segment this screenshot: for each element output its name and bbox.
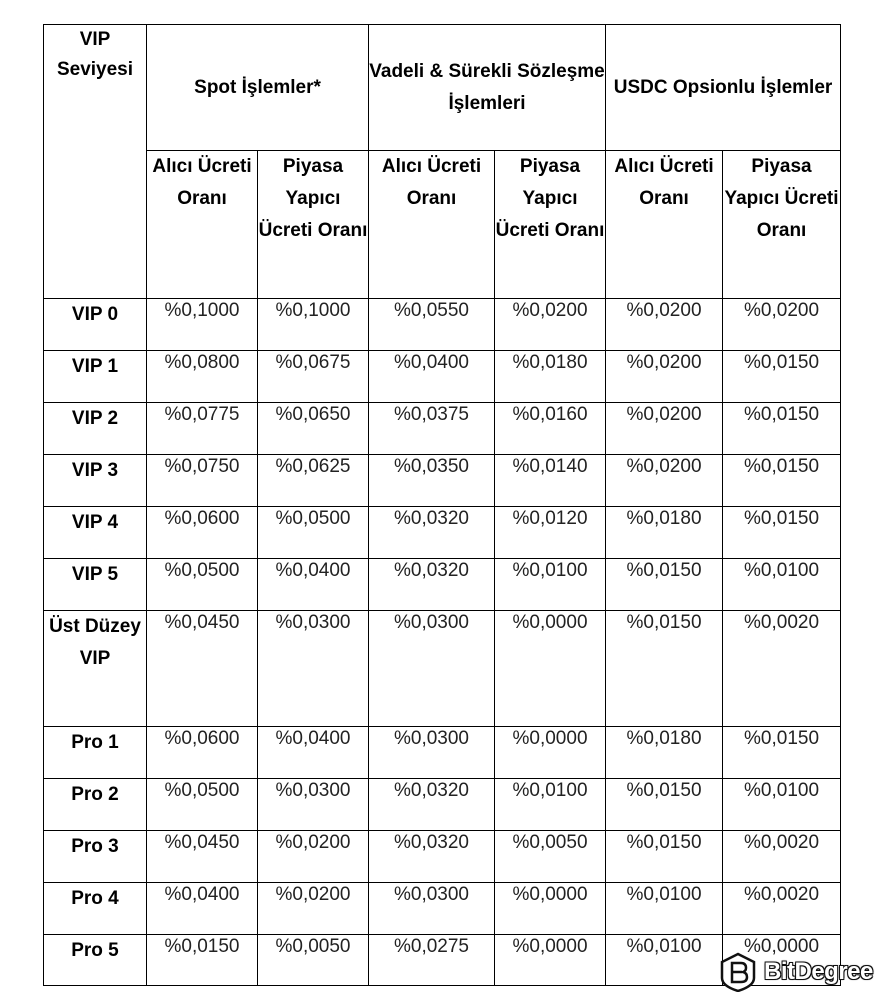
options-taker-header: Alıcı Ücreti Oranı	[606, 151, 723, 299]
fee-cell: %0,0020	[723, 611, 841, 727]
fee-table	[43, 24, 841, 986]
fee-cell: %0,1000	[258, 299, 369, 351]
table-row	[44, 559, 841, 611]
row-level: Pro 4	[44, 883, 147, 935]
table-row	[44, 507, 841, 559]
fee-cell: %0,0050	[258, 935, 369, 986]
group-header-row	[44, 25, 841, 151]
bitdegree-watermark	[718, 950, 878, 996]
fee-cell: %0,0320	[369, 507, 495, 559]
fee-cell: %0,0300	[369, 883, 495, 935]
options-maker-header: Piyasa Yapıcı Ücreti Oranı	[723, 151, 841, 299]
row-level: VIP 2	[44, 403, 147, 455]
fee-cell: %0,0650	[258, 403, 369, 455]
fee-cell: %0,0300	[258, 611, 369, 727]
fee-cell: %0,0300	[369, 727, 495, 779]
table-row	[44, 611, 841, 727]
table-row	[44, 455, 841, 507]
fee-cell: %0,0150	[606, 831, 723, 883]
fee-cell: %0,0320	[369, 831, 495, 883]
fee-cell: %0,0500	[147, 779, 258, 831]
fee-cell: %0,0000	[495, 611, 606, 727]
fee-cell: %0,0180	[495, 351, 606, 403]
fee-cell: %0,0450	[147, 611, 258, 727]
fee-cell: %0,0150	[606, 611, 723, 727]
futures-taker-header: Alıcı Ücreti Oranı	[369, 151, 495, 299]
fee-cell: %0,0180	[606, 727, 723, 779]
fee-cell: %0,0750	[147, 455, 258, 507]
fee-cell: %0,0550	[369, 299, 495, 351]
fee-cell: %0,0050	[495, 831, 606, 883]
fee-cell: %0,0300	[258, 779, 369, 831]
row-level: Pro 3	[44, 831, 147, 883]
row-level: Pro 5	[44, 935, 147, 986]
row-level: VIP 3	[44, 455, 147, 507]
fee-cell: %0,0275	[369, 935, 495, 986]
fee-cell: %0,0200	[258, 831, 369, 883]
fee-cell: %0,0600	[147, 727, 258, 779]
fee-cell: %0,0100	[495, 779, 606, 831]
fee-cell: %0,0120	[495, 507, 606, 559]
fee-cell: %0,0200	[495, 299, 606, 351]
fee-cell: %0,0150	[606, 559, 723, 611]
bitdegree-logo-icon	[718, 952, 758, 992]
fee-cell: %0,0400	[258, 559, 369, 611]
fee-cell: %0,0300	[369, 611, 495, 727]
fee-cell: %0,0000	[495, 883, 606, 935]
fee-cell: %0,0150	[723, 351, 841, 403]
row-level: VIP 5	[44, 559, 147, 611]
row-level: Pro 2	[44, 779, 147, 831]
fee-cell: %0,0320	[369, 559, 495, 611]
futures-maker-header: Piyasa Yapıcı Ücreti Oranı	[495, 151, 606, 299]
fee-cell: %0,0000	[495, 727, 606, 779]
fee-cell: %0,0000	[723, 935, 841, 986]
vip-level-header: VIP Seviyesi	[44, 25, 147, 299]
fee-cell: %0,0100	[606, 883, 723, 935]
fee-cell: %0,0400	[258, 727, 369, 779]
fee-cell: %0,0400	[147, 883, 258, 935]
fee-cell: %0,0200	[606, 455, 723, 507]
fee-cell: %0,0000	[495, 935, 606, 986]
spot-taker-header: Alıcı Ücreti Oranı	[147, 151, 258, 299]
fee-cell: %0,0150	[147, 935, 258, 986]
spot-maker-header: Piyasa Yapıcı Ücreti Oranı	[258, 151, 369, 299]
fee-cell: %0,1000	[147, 299, 258, 351]
table-row	[44, 883, 841, 935]
watermark-text: BitDegree	[764, 958, 873, 985]
table-row	[44, 727, 841, 779]
table-row	[44, 831, 841, 883]
table-row	[44, 779, 841, 831]
fee-cell: %0,0180	[606, 507, 723, 559]
fee-cell: %0,0100	[606, 935, 723, 986]
fee-cell: %0,0200	[723, 299, 841, 351]
fee-cell: %0,0140	[495, 455, 606, 507]
fee-cell: %0,0320	[369, 779, 495, 831]
usdc-options-header: USDC Opsionlu İşlemler	[606, 25, 841, 151]
table-row	[44, 351, 841, 403]
fee-cell: %0,0600	[147, 507, 258, 559]
fee-cell: %0,0020	[723, 883, 841, 935]
fee-cell: %0,0100	[723, 559, 841, 611]
fee-cell: %0,0150	[723, 455, 841, 507]
fee-cell: %0,0200	[606, 299, 723, 351]
fee-cell: %0,0200	[258, 883, 369, 935]
fee-cell: %0,0375	[369, 403, 495, 455]
fee-cell: %0,0150	[606, 779, 723, 831]
fee-cell: %0,0020	[723, 831, 841, 883]
row-level: VIP 1	[44, 351, 147, 403]
fee-cell: %0,0500	[258, 507, 369, 559]
subheader-row	[44, 151, 841, 299]
table-row	[44, 299, 841, 351]
row-level: Pro 1	[44, 727, 147, 779]
fee-cell: %0,0100	[495, 559, 606, 611]
fee-cell: %0,0150	[723, 727, 841, 779]
fee-cell: %0,0150	[723, 507, 841, 559]
spot-trading-header: Spot İşlemler*	[147, 25, 369, 151]
row-level: Üst Düzey VIP	[44, 611, 147, 727]
futures-perpetual-header: Vadeli & Sürekli Sözleşme İşlemleri	[369, 25, 606, 151]
fee-cell: %0,0500	[147, 559, 258, 611]
fee-cell: %0,0200	[606, 351, 723, 403]
fee-cell: %0,0675	[258, 351, 369, 403]
fee-cell: %0,0625	[258, 455, 369, 507]
table-row	[44, 403, 841, 455]
row-level: VIP 4	[44, 507, 147, 559]
row-level: VIP 0	[44, 299, 147, 351]
fee-cell: %0,0150	[723, 403, 841, 455]
fee-cell: %0,0775	[147, 403, 258, 455]
fee-cell: %0,0350	[369, 455, 495, 507]
fee-cell: %0,0800	[147, 351, 258, 403]
fee-cell: %0,0450	[147, 831, 258, 883]
fee-cell: %0,0100	[723, 779, 841, 831]
fee-cell: %0,0400	[369, 351, 495, 403]
fee-cell: %0,0160	[495, 403, 606, 455]
fee-cell: %0,0200	[606, 403, 723, 455]
